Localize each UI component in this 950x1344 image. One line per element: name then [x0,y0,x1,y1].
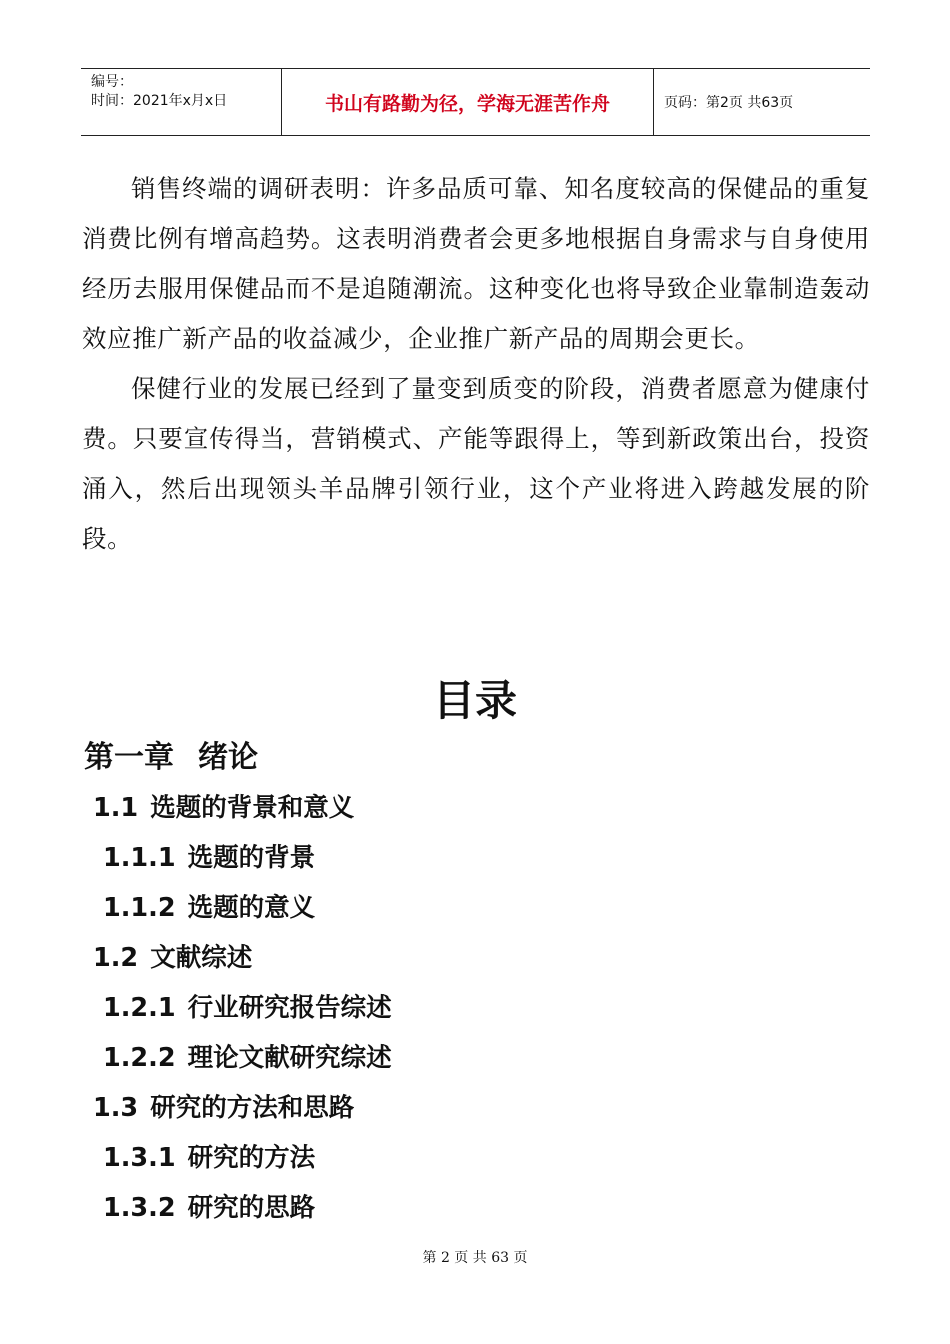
toc-text: 研究的方法 [187,1143,316,1173]
toc-number: 1.2 [93,943,139,973]
toc-number: 1.3.1 [103,1143,176,1173]
toc-chapter-1[interactable] [84,732,258,776]
toc-number: 1.1.2 [103,893,176,923]
toc-text: 研究的思路 [187,1193,316,1223]
toc-text: 选题的意义 [187,893,316,923]
header-page-info: 页码：第2页 共63页 [664,95,794,111]
toc-number: 1.3 [93,1093,139,1123]
toc-section-1-2-1[interactable] [103,988,392,1024]
toc-number: 1.2.1 [103,993,176,1023]
toc-section-1-2[interactable] [93,938,252,974]
paragraph: 销售终端的调研表明：许多品质可靠、知名度较高的保健品的重复消费比例有增高趋势。这表明消费者会更多地根据自身需求与自身使用经历去服用保健品而不是追随潮流。这种变化也将导致企业靠制造轰动效应推广新产品的收益减少，企业推广新产品的周期会更长。 [82,174,870,353]
toc-number: 第一章 [84,740,174,775]
toc-text: 绪论 [198,740,258,775]
toc-section-1-3-2[interactable] [103,1188,315,1224]
toc-text: 选题的背景 [187,843,316,873]
toc-text: 选题的背景和意义 [150,793,355,823]
header-meta [81,69,282,135]
body-text [82,164,870,564]
page-header [81,68,870,136]
toc-number: 1.3.2 [103,1193,176,1223]
toc-section-1-1[interactable] [93,788,354,824]
toc-section-1-3[interactable] [93,1088,354,1124]
toc-text: 行业研究报告综述 [187,993,392,1023]
header-motto: 书山有路勤为径，学海无涯苦作舟 [282,69,654,135]
toc-text: 理论文献研究综述 [187,1043,392,1073]
toc-section-1-2-2[interactable] [103,1038,392,1074]
toc-text: 文献综述 [150,943,253,973]
header-time-label: 时间：2021年x月x日 [91,93,228,109]
toc-title: 目录 [432,676,517,725]
toc-text: 研究的方法和思路 [150,1093,355,1123]
toc-section-1-1-1[interactable] [103,838,315,874]
toc-section-1-3-1[interactable] [103,1138,315,1174]
toc-number: 1.1.1 [103,843,176,873]
header-number-label: 编号： [91,74,133,90]
toc-number: 1.1 [93,793,139,823]
paragraph: 保健行业的发展已经到了量变到质变的阶段，消费者愿意为健康付费。只要宣传得当，营销模式、产能等跟得上，等到新政策出台，投资涌入，然后出现领头羊品牌引领行业，这个产业将进入跨越发展的阶段。 [82,374,870,553]
toc-number: 1.2.2 [103,1043,176,1073]
page-footer: 第 2 页 共 63 页 [422,1250,528,1266]
toc-section-1-1-2[interactable] [103,888,315,924]
